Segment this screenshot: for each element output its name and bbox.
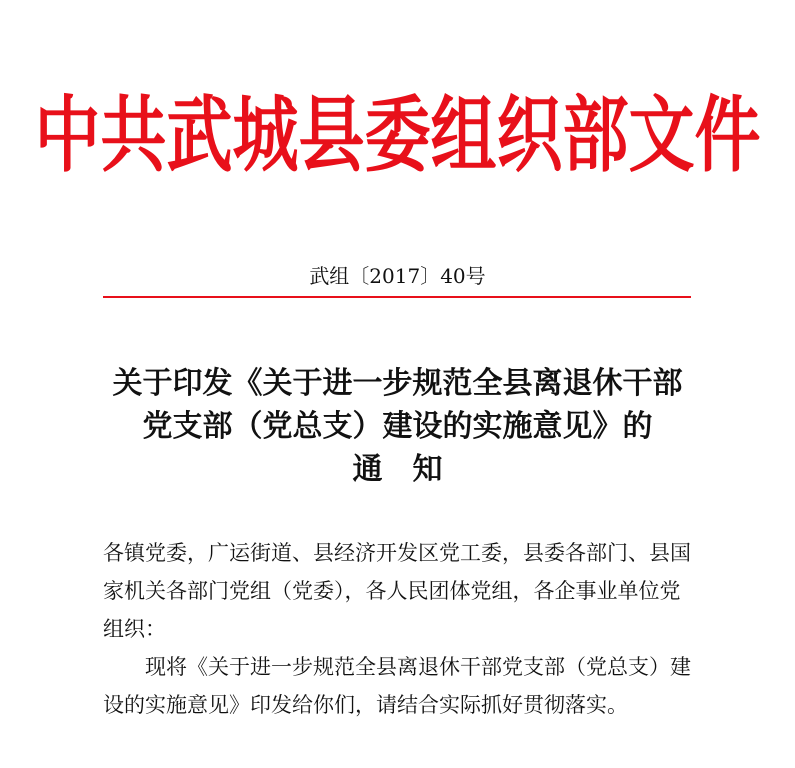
title-line-3: 通 知 — [352, 452, 443, 487]
content-paragraph — [103, 648, 695, 724]
addressee-line-2: 家机关各部门党组（党委），各人民团体党组，各企事业单位党 — [103, 579, 681, 603]
notice-body — [103, 534, 695, 724]
addressee-paragraph — [103, 534, 695, 648]
content-line-2: 设的实施意见》印发给你们，请结合实际抓好贯彻落实。 — [103, 693, 628, 717]
notice-title — [60, 362, 735, 491]
addressee-line-1: 各镇党委，广运街道、县经济开发区党工委，县委各部门、县国 — [103, 541, 691, 565]
title-line-2: 党支部（党总支）建设的实施意见》的 — [142, 409, 653, 444]
content-line-1: 现将《关于进一步规范全县离退休干部党支部（党总支）建 — [145, 655, 691, 679]
masthead-title: 中共武城县委组织部文件 — [34, 85, 761, 184]
addressee-line-3: 组织： — [103, 617, 166, 641]
red-divider-line — [103, 296, 691, 298]
title-line-1: 关于印发《关于进一步规范全县离退休干部 — [112, 366, 683, 401]
document-number: 武组〔2017〕40号 — [309, 264, 486, 288]
